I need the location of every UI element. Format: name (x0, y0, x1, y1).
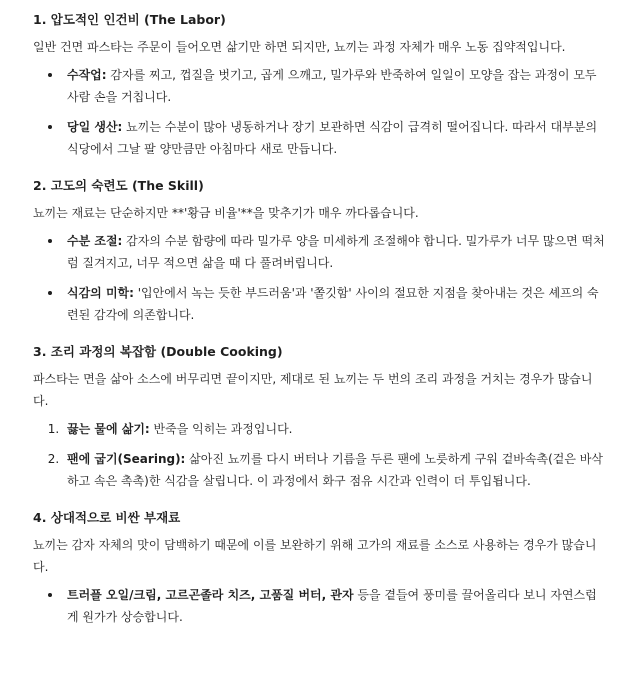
section-heading: 2. 고도의 숙련도 (The Skill) (33, 178, 204, 193)
item-label: 트러플 오일/크림, 고르곤졸라 치즈, 고품질 버터, 관자 (67, 588, 354, 602)
numbered-list (33, 418, 605, 492)
section-labor (33, 8, 605, 160)
item-label: 당일 생산: (67, 120, 123, 134)
section-ingredients (33, 506, 605, 628)
section-heading: 3. 조리 과정의 복잡함 (Double Cooking) (33, 344, 283, 359)
item-label: 끓는 물에 삶기: (67, 422, 150, 436)
section-intro: 파스타는 면을 삶아 소스에 버무리면 끝이지만, 제대로 된 뇨끼는 두 번의 조리 과정을 거치는 경우가 많습니다. (33, 372, 593, 408)
list-item (63, 230, 605, 274)
item-label: 식감의 미학: (67, 286, 134, 300)
bullet-list (33, 584, 605, 628)
item-text: 뇨끼는 수분이 많아 냉동하거나 장기 보관하면 식감이 급격히 떨어집니다. 따라서 대부분의 식당에서 그날 팔 양만큼만 아침마다 새로 만듭니다. (67, 120, 598, 156)
section-double-cooking (33, 340, 605, 492)
item-label: 수분 조절: (67, 234, 123, 248)
item-label: 수작업: (67, 68, 107, 82)
section-skill (33, 174, 605, 326)
item-text: 감자의 수분 함량에 따라 밀가루 양을 미세하게 조절해야 합니다. 밀가루가 너무 많으면 떡처럼 질겨지고, 너무 적으면 삶을 때 다 풀려버립니다. (67, 234, 605, 270)
section-intro: 뇨끼는 감자 자체의 맛이 담백하기 때문에 이를 보완하기 위해 고가의 재료를 소스로 사용하는 경우가 많습니다. (33, 538, 597, 574)
list-item (63, 116, 605, 160)
section-intro: 일반 건면 파스타는 주문이 들어오면 삶기만 하면 되지만, 뇨끼는 과정 자체가 매우 노동 집약적입니다. (33, 40, 566, 54)
list-item (63, 448, 605, 492)
item-text: 반죽을 익히는 과정입니다. (149, 422, 293, 436)
section-heading: 4. 상대적으로 비싼 부재료 (33, 510, 181, 525)
list-item (63, 64, 605, 108)
item-text: 등을 곁들여 풍미를 끌어올리다 보니 자연스럽게 원가가 상승합니다. (67, 588, 597, 624)
section-heading: 1. 압도적인 인건비 (The Labor) (33, 12, 226, 27)
bullet-list (33, 64, 605, 160)
list-item (63, 584, 605, 628)
item-text: 삶아진 뇨끼를 다시 버터나 기름을 두른 팬에 노릇하게 구워 겉바속촉(겉은 바삭하고 속은 촉촉)한 식감을 살립니다. 이 과정에서 화구 점유 시간과 인력이 더 투입됩니다. (67, 452, 603, 488)
item-label: 팬에 굽기(Searing): (67, 452, 186, 466)
item-text: '입안에서 녹는 듯한 부드러움'과 '쫄깃함' 사이의 절묘한 지점을 찾아내는 것은 셰프의 숙련된 감각에 의존합니다. (67, 286, 599, 322)
item-text: 감자를 찌고, 껍질을 벗기고, 곱게 으깨고, 밀가루와 반죽하여 일일이 모양을 잡는 과정이 모두 사람 손을 거칩니다. (67, 68, 597, 104)
section-intro: 뇨끼는 재료는 단순하지만 **'황금 비율'**을 맞추기가 매우 까다롭습니다. (33, 206, 419, 220)
list-item (63, 282, 605, 326)
bullet-list (33, 230, 605, 326)
list-item (63, 418, 605, 440)
